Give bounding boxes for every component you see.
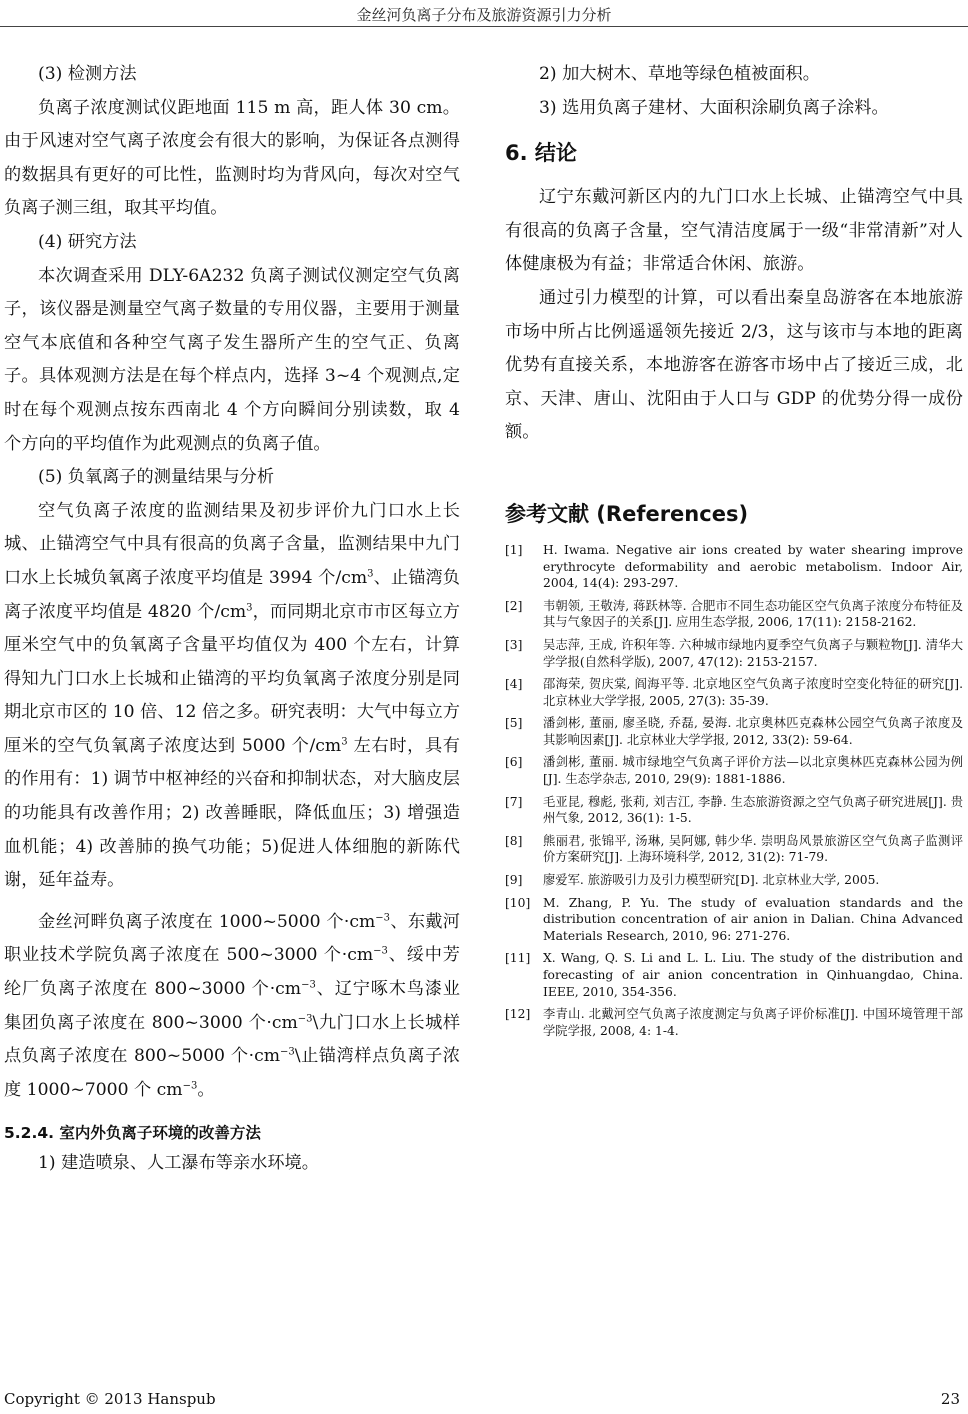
list-item: 2) 加大树木、草地等绿色植被面积。 bbox=[539, 64, 820, 84]
reference-item bbox=[505, 715, 963, 748]
list-item: 3) 选用负离子建材、大面积涂刷负离子涂料。 bbox=[539, 97, 889, 118]
superscript: −3 bbox=[373, 945, 388, 957]
reference-text: H. Iwama. Negative air ions created by water shearing improve erythrocyte deformability and aerobic metabolism. Indoor Air, 2004, 14(4): 293-297. bbox=[543, 542, 963, 591]
superscript: −3 bbox=[375, 912, 391, 924]
reference-number: [2] bbox=[505, 598, 523, 613]
reference-item bbox=[505, 542, 963, 592]
reference-item bbox=[505, 872, 963, 889]
reference-number: [7] bbox=[505, 794, 523, 809]
paragraph-method: 本次调查采用 DLY-6A232 负离子测试仪测定空气负离子，该仪器是测量空气离子数量的专用仪器，主要用于测量空气本底值和各种空气离子发生器所产生的空气正、负离子。具体观测方法是在每个样点内，选择 3~4 个观测点,定时在每个观测点按东西南北 4 个方向瞬间分别读数，取 4 个方向的平均值作为此观测点的负离子值。 bbox=[4, 265, 460, 454]
paragraph-conclusion-1: 辽宁东戴河新区内的九门口水上长城、止锚湾空气中具有很高的负离子含量，空气清洁度属于一级“非常清新”对人体健康极为有益；非常适合休闲、旅游。 bbox=[505, 187, 963, 275]
reference-text: 毛亚昆, 穆彪, 张莉, 刘吉江, 李静. 生态旅游资源之空气负离子研究进展[J]. 贵州气象, 2012, 36(1): 1-5. bbox=[543, 794, 963, 826]
text-run: \九门口水上长城样点负离子浓度在 800~5000 个·cm bbox=[4, 1012, 461, 1067]
reference-number: [11] bbox=[505, 951, 531, 966]
reference-number: [10] bbox=[505, 895, 531, 910]
text-run: 、辽宁啄木鸟漆业集团负离子浓度在 800~3000 个·cm bbox=[4, 979, 460, 1033]
section-heading-conclusion: 6. 结论 bbox=[505, 141, 577, 166]
text-run: 左右时，具有的作用有：1) 调节中枢神经的兴奋和抑制状态，对大脑皮层的功能具有改善作用；2) 改善睡眠，降低血压；3) 增强造血机能；4) 改善肺的换气功能；5)促进人体细胞的新陈代谢，延年益寿。 bbox=[4, 735, 460, 891]
reference-number: [5] bbox=[505, 716, 523, 731]
superscript: −3 bbox=[297, 1012, 313, 1024]
paragraph-conclusion-2: 通过引力模型的计算，可以看出秦皇岛游客在本地旅游市场中所占比例遥遥领先接近 2/3，这与该市与本地的距离优势有直接关系，本地游客在游客市场中占了接近三成，北京、天津、唐山、沈阳由于人口与 GDP 的优势分得一成份额。 bbox=[505, 287, 963, 443]
reference-text: 邵海荣, 贺庆棠, 阎海平等. 北京地区空气负离子浓度时空变化特征的研究[J]. 北京林业大学学报, 2005, 27(3): 35-39. bbox=[543, 677, 963, 708]
running-title: 金丝河负离子分布及旅游资源引力分析 bbox=[356, 6, 612, 24]
reference-item bbox=[505, 754, 963, 787]
section-heading-references: 参考文献 (References) bbox=[505, 501, 749, 526]
right-column bbox=[505, 58, 963, 1045]
header-rule bbox=[0, 26, 968, 27]
reference-number: [8] bbox=[505, 833, 523, 848]
reference-text: 潘剑彬, 董丽. 城市绿地空气负离子评价方法—以北京奥林匹克森林公园为例[J]. 生态学杂志, 2010, 29(9): 1881-1886. bbox=[543, 755, 963, 787]
reference-number: [4] bbox=[505, 677, 523, 692]
reference-number: [9] bbox=[505, 873, 523, 888]
left-column bbox=[4, 58, 460, 1181]
text-run: 金丝河畔负离子浓度在 1000~5000 个·cm bbox=[38, 911, 376, 932]
reference-item bbox=[505, 676, 963, 709]
superscript: 3 bbox=[367, 568, 374, 580]
paragraph-results bbox=[4, 495, 460, 898]
reference-number: [12] bbox=[505, 1007, 531, 1022]
text-run: 空气负离子浓度的监测结果及初步评价九门口水上长城、止锚湾空气中具有很高的负离子含量，监测结果中九门口水上长城负氧离子浓度平均值是 3994 个/cm bbox=[4, 500, 460, 588]
section-heading-5-2-4: 5.2.4. 室内外负离子环境的改善方法 bbox=[4, 1124, 261, 1143]
page-number: 23 bbox=[940, 1390, 960, 1408]
subsection-heading-detection: (3) 检测方法 bbox=[38, 64, 137, 84]
reference-text: 韦朝领, 王敬涛, 蒋跃林等. 合肥市不同生态功能区空气负离子浓度分布特征及其与气象因子的关系[J]. 应用生态学报, 2006, 17(11): 2158-2162. bbox=[543, 598, 963, 630]
text-run: 、东戴河职业技术学院负离子浓度在 500~3000 个·cm bbox=[4, 911, 460, 966]
reference-list bbox=[505, 542, 963, 1039]
reference-text: 廖爱军. 旅游吸引力及引力模型研究[D]. 北京林业大学, 2005. bbox=[543, 873, 880, 888]
superscript: −3 bbox=[280, 1046, 295, 1058]
reference-text: 潘剑彬, 董丽, 廖圣晓, 乔磊, 晏海. 北京奥林匹克森林公园空气负离子浓度及其影响因素[J]. 北京林业大学学报, 2012, 33(2): 59-64. bbox=[543, 716, 963, 747]
text-run: \止锚湾样点负离子浓度 1000~7000 个 cm bbox=[4, 1046, 460, 1100]
reference-item bbox=[505, 950, 963, 1000]
reference-number: [1] bbox=[505, 542, 523, 557]
superscript: −3 bbox=[182, 1080, 198, 1092]
reference-item bbox=[505, 598, 963, 631]
reference-item bbox=[505, 794, 963, 827]
reference-item bbox=[505, 895, 963, 945]
superscript: 3 bbox=[246, 601, 253, 613]
superscript: 3 bbox=[341, 736, 348, 748]
reference-text: 熊丽君, 张锦平, 汤琳, 吴阿娜, 韩少华. 崇明岛风景旅游区空气负离子监测评价方案研究[J]. 上海环境科学, 2012, 31(2): 71-79. bbox=[543, 833, 963, 865]
text-run: ，而同期北京市市区每立方厘米空气中的负氧离子含量平均值仅为 400 个左右，计算得知九门口水上长城和止锚湾的平均负氧离子浓度分别是同期北京市区的 10 倍、12 倍之多。研究表明：大气中每立方厘米的空气负氧离子浓度达到 5000 个/cm bbox=[4, 601, 460, 756]
superscript: −3 bbox=[301, 979, 316, 991]
subsection-heading-results: (5) 负氧离子的测量结果与分析 bbox=[38, 467, 275, 488]
reference-number: [3] bbox=[505, 637, 523, 652]
reference-item bbox=[505, 1006, 963, 1039]
text-run: 。 bbox=[197, 1079, 215, 1100]
paragraph-detection: 负离子浓度测试仪距地面 115 m 高，距人体 30 cm。由于风速对空气离子浓度会有很大的影响，为保证各点测得的数据具有更好的可比性，监测时均为背风向，每次对空气负离子测三组，取其平均值。 bbox=[4, 97, 460, 219]
list-item: 1) 建造喷泉、人工瀑布等亲水环境。 bbox=[38, 1153, 319, 1174]
reference-item bbox=[505, 637, 963, 670]
reference-text: 李青山. 北戴河空气负离子浓度测定与负离子评价标准[J]. 中国环境管理干部学院学报, 2008, 4: 1-4. bbox=[543, 1007, 963, 1038]
copyright: Copyright © 2013 Hanspub bbox=[4, 1390, 216, 1408]
text-run: 、绥中芳纶厂负离子浓度在 800~3000 个·cm bbox=[4, 945, 460, 1000]
reference-text: 吴志萍, 王成, 许积年等. 六种城市绿地内夏季空气负离子与颗粒物[J]. 清华大学学报(自然科学版), 2007, 47(12): 2153-2157. bbox=[543, 637, 963, 669]
reference-item bbox=[505, 833, 963, 866]
reference-text: M. Zhang, P. Yu. The study of evaluation standards and the distribution concentration of air anion in Dalian. China Advanced Materials Research, 2010, 96: 271-276. bbox=[543, 895, 963, 943]
paragraph-concentrations bbox=[4, 906, 460, 1108]
text-run: 、止锚湾负离子浓度平均值是 4820 个/cm bbox=[4, 567, 460, 622]
reference-number: [6] bbox=[505, 755, 523, 770]
reference-text: X. Wang, Q. S. Li and L. L. Liu. The study of the distribution and forecasting of air anion concentration in Qinhuangdao, China. IEEE, 2010, 354-356. bbox=[543, 951, 963, 999]
subsection-heading-method: (4) 研究方法 bbox=[38, 231, 137, 252]
